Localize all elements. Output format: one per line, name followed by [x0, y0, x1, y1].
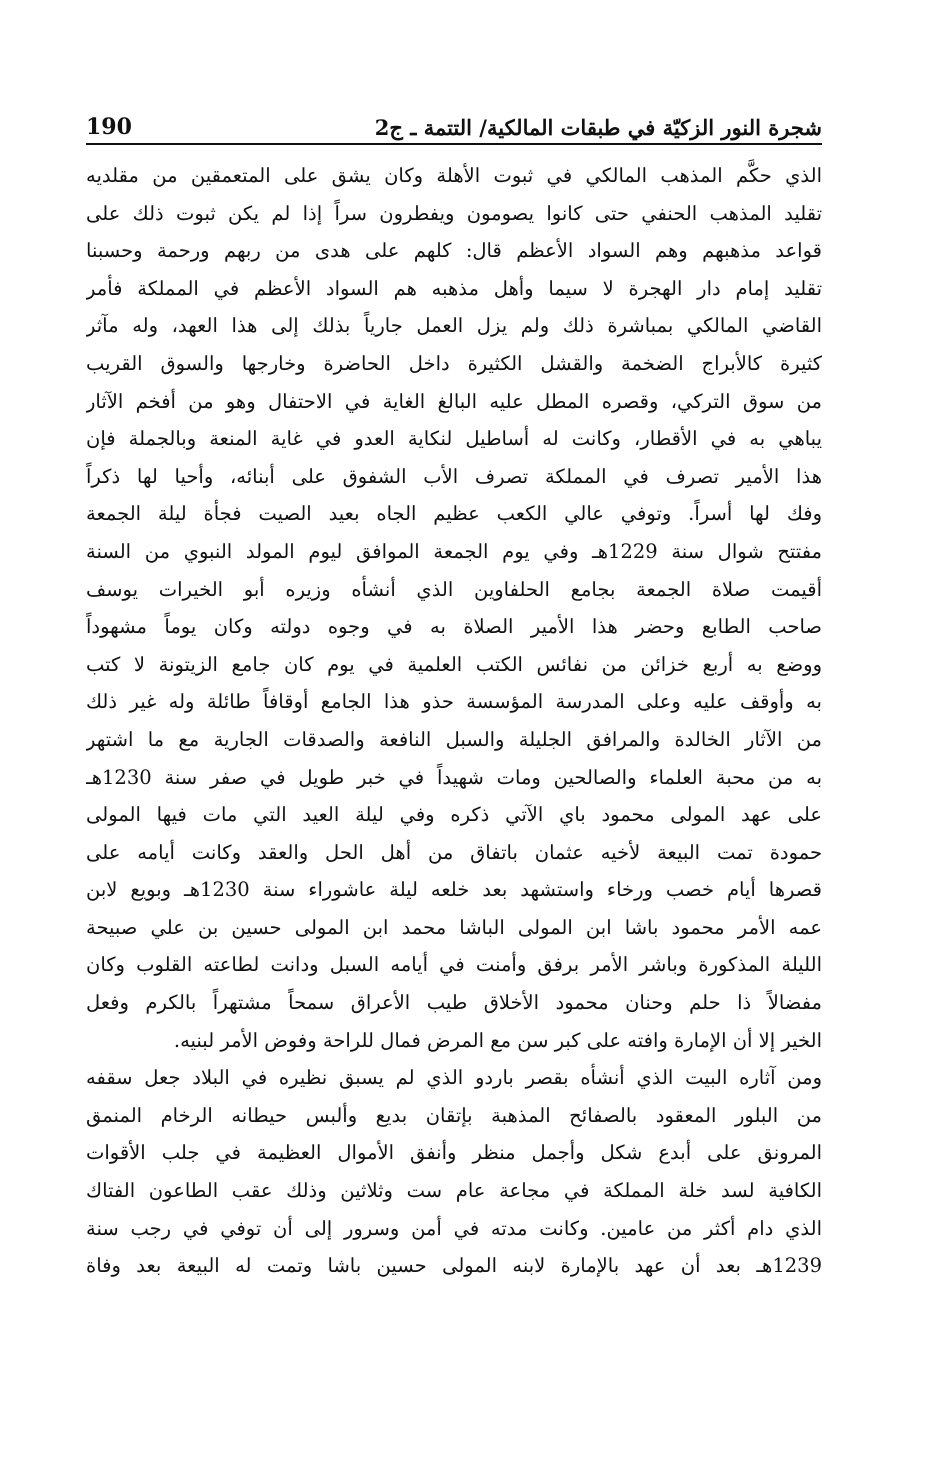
text-line: من سوق التركي، وقصره المطل عليه البالغ الغاية في الاحتفال وهو من أفخم الآثار	[86, 389, 822, 413]
text-line: هذا الأمير تصرف في المملكة تصرف الأب الشفوق على أبنائه، وأحيا لها ذكراً	[86, 464, 822, 488]
text-line: على عهد المولى محمود باي الآتي ذكره وفي ليلة العيد التي مات فيها المولى	[86, 803, 822, 827]
text-line: به وأوقف عليه وعلى المدرسة المؤسسة حذو هذا الجامع أوقافاً طائلة وله غير ذلك	[86, 690, 822, 714]
text-line: من الآثار الخالدة والمرافق الجليلة والسبل النافعة والصدقات الجارية مع ما اشتهر	[86, 727, 822, 751]
text-line: المرونق على أبدع شكل وأجمل منظر وأنفق الأموال العظيمة في جلب الأقوات	[86, 1141, 822, 1165]
text-line: مفتتح شوال سنة 1229هـ وفي يوم الجمعة الموافق ليوم المولد النبوي من السنة	[86, 539, 822, 563]
text-line: كثيرة كالأبراج الضخمة والقشل الكثيرة داخل الحاضرة وخارجها والسوق القريب	[86, 351, 822, 375]
text-line: به من محبة العلماء والصالحين ومات شهيداً في خبر طويل في صفر سنة 1230هـ	[86, 765, 822, 789]
text-line: وفك لها أسراً. وتوفي عالي الكعب عظيم الجاه بعيد الصيت فجأة ليلة الجمعة	[86, 502, 822, 526]
text-line: الليلة المذكورة وباشر الأمر برفق وأمنت في أيامه السبل ودانت لطاعته القلوب وكان	[86, 953, 822, 977]
text-line: الذي دام أكثر من عامين. وكانت مدته في أمن وسرور إلى أن توفي في رجب سنة	[86, 1216, 822, 1240]
text-line: ومن آثاره البيت الذي أنشأه بقصر باردو الذي لم يسبق نظيره في البلاد جعل سقفه	[86, 1066, 822, 1090]
text-line: قواعد مذهبهم وهم السواد الأعظم قال: كلهم على هدى من ربهم ورحمة وحسبنا	[86, 239, 822, 263]
text-line: تقليد المذهب الحنفي حتى كانوا يصومون ويفطرون سراً إذا لم يكن ثبوت ذلك على	[86, 201, 822, 225]
header-rule	[86, 143, 822, 145]
body-text	[86, 157, 822, 1285]
running-title: شجرة النور الزكيّة في طبقات المالكية/ التتمة ـ ج2	[374, 115, 822, 140]
text-line: مفضالاً ذا حلم وحنان محمود الأخلاق طيب الأعراق سمحاً مشتهراً بالكرم وفعل	[86, 991, 822, 1015]
text-line: من البلور المعقود بالصفائح المذهبة بإتقان بديع وألبس حيطانه الرخام المنمق	[86, 1103, 822, 1127]
text-line: ووضع به أربع خزائن من نفائس الكتب العلمية في يوم كان جامع الزيتونة لا كتب	[86, 652, 822, 676]
text-line: أقيمت صلاة الجمعة بجامع الحلفاوين الذي أنشأه وزيره أبو الخيرات يوسف	[86, 577, 822, 601]
text-line: 1239هـ بعد أن عهد بالإمارة لابنه المولى حسين باشا وتمت له البيعة بعد وفاة	[86, 1254, 822, 1278]
text-line: عمه الأمر محمود باشا ابن المولى الباشا محمد ابن المولى حسين بن علي صبيحة	[86, 915, 822, 939]
text-line: صاحب الطابع وحضر هذا الأمير الصلاة به في وجوه دولته وكان يوماً مشهوداً	[86, 615, 822, 639]
text-line: حمودة تمت البيعة لأخيه عثمان باتفاق من أهل الحل والعقد وكانت أيامه على	[86, 840, 822, 864]
text-line: الذي حكَّم المذهب المالكي في ثبوت الأهلة وكان يشق على المتعمقين من مقلديه	[86, 164, 822, 187]
text-line: تقليد إمام دار الهجرة لا سيما وأهل مذهبه هم السواد الأعظم في المملكة فأمر	[86, 276, 822, 300]
text-line: القاضي المالكي بمباشرة ذلك ولم يزل العمل جارياً بذلك إلى هذا العهد، وله مآثر	[86, 314, 822, 338]
page-number: 190	[86, 114, 132, 140]
text-line: الخير إلا أن الإمارة وافته على كبر سن مع المرض فمال للراحة وفوض الأمر لبنيه.	[173, 1028, 822, 1052]
text-line: يباهي به في الأقطار، وكانت له أساطيل لنكاية العدو في غاية المنعة وبالجملة فإن	[86, 427, 822, 451]
page-header	[86, 100, 822, 140]
text-line: قصرها أيام خصب ورخاء واستشهد بعد خلعه ليلة عاشوراء سنة 1230هـ وبويع لابن	[86, 878, 822, 902]
text-line: الكافية لسد خلة المملكة في مجاعة عام ست وثلاثين وذلك عقب الطاعون الفتاك	[86, 1179, 822, 1203]
